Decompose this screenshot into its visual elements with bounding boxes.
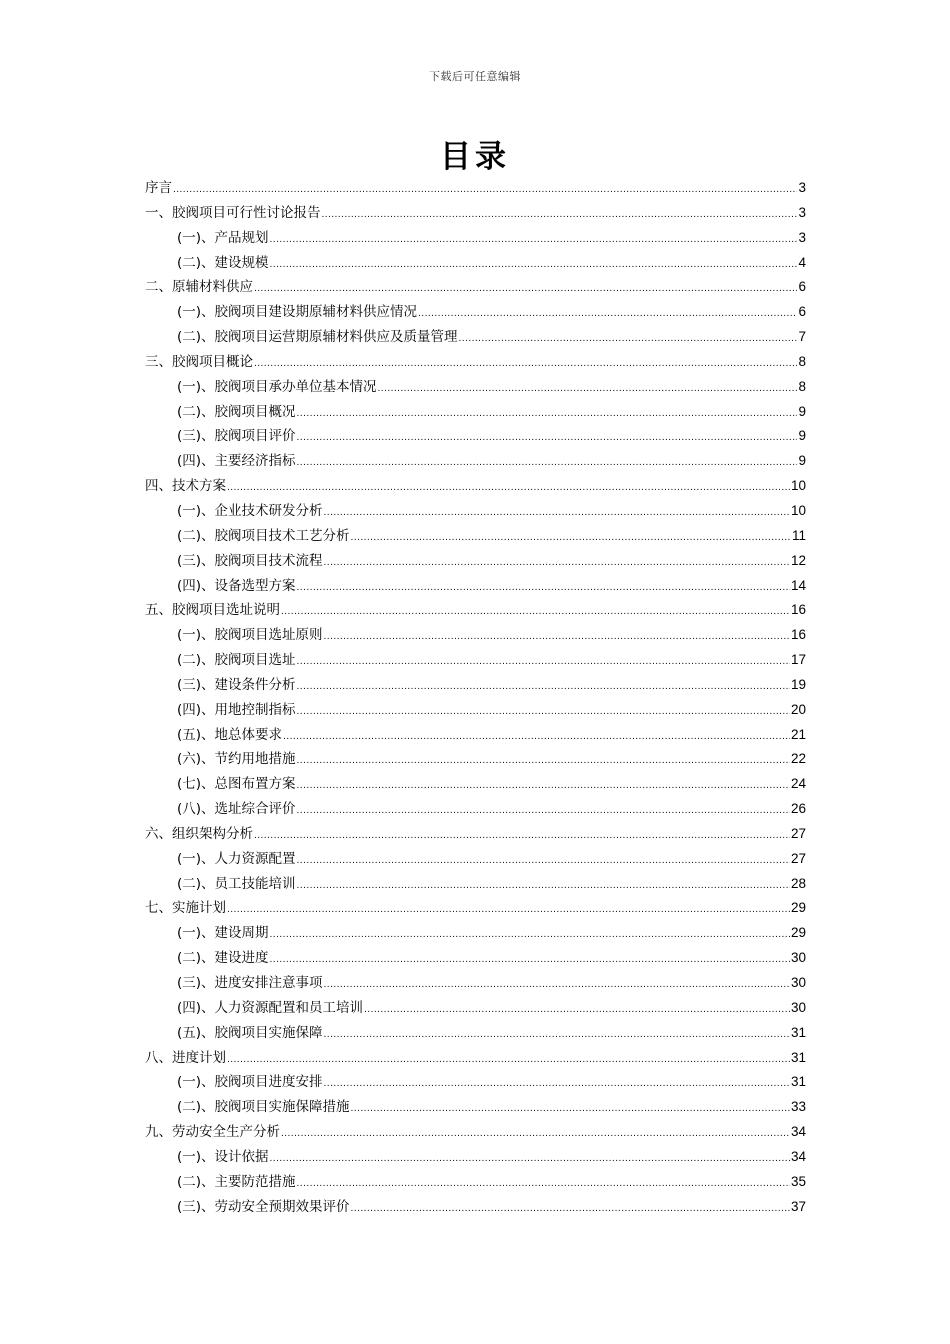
toc-dot-leader	[297, 576, 790, 601]
toc-entry-label: (一)、胶阀项目建设期原辅材料供应情况	[177, 304, 418, 321]
toc-entry-label: 八、进度计划	[145, 1049, 226, 1066]
toc-entry-page-number: 31	[790, 1049, 806, 1065]
toc-entry[interactable]	[145, 251, 806, 276]
toc-entry[interactable]	[145, 375, 806, 400]
toc-entry[interactable]	[145, 325, 806, 350]
toc-entry[interactable]	[145, 673, 806, 698]
toc-entry-label: (一)、胶阀项目选址原则	[177, 627, 323, 644]
toc-dot-leader	[297, 749, 790, 774]
toc-entry[interactable]	[145, 1170, 806, 1195]
toc-entry-page-number: 4	[798, 254, 806, 270]
toc-dot-leader	[281, 1122, 790, 1147]
toc-dot-leader	[459, 327, 798, 352]
toc-dot-leader	[227, 898, 790, 923]
toc-entry[interactable]	[145, 474, 806, 499]
toc-entry[interactable]	[145, 226, 806, 251]
toc-entry-page-number: 27	[790, 850, 806, 866]
toc-entry[interactable]	[145, 971, 806, 996]
toc-entry-label: (二)、胶阀项目概况	[177, 403, 296, 420]
toc-dot-leader	[324, 1023, 790, 1048]
toc-dot-leader	[418, 302, 797, 327]
toc-entry-label: (四)、人力资源配置和员工培训	[177, 999, 364, 1016]
toc-entry-page-number: 8	[798, 353, 806, 369]
toc-entry-page-number: 22	[790, 751, 806, 767]
toc-entry-page-number: 17	[790, 652, 806, 668]
toc-entry[interactable]	[145, 698, 806, 723]
toc-entry-label: (四)、主要经济指标	[177, 453, 296, 470]
toc-entry-page-number: 6	[798, 304, 806, 320]
toc-entry-page-number: 31	[790, 1074, 806, 1090]
toc-dot-leader	[297, 849, 790, 874]
toc-entry-label: 九、劳动安全生产分析	[145, 1124, 280, 1141]
toc-entry[interactable]	[145, 449, 806, 474]
toc-entry-label: (一)、人力资源配置	[177, 850, 296, 867]
toc-entry[interactable]	[145, 797, 806, 822]
toc-entry-label: (三)、胶阀项目评价	[177, 428, 296, 445]
toc-entry-label: 四、技术方案	[145, 478, 226, 495]
toc-entry-label: (二)、胶阀项目选址	[177, 652, 296, 669]
toc-dot-leader	[378, 377, 798, 402]
toc-entry[interactable]	[145, 996, 806, 1021]
toc-entry-page-number: 29	[790, 925, 806, 941]
toc-entry[interactable]	[145, 921, 806, 946]
toc-dot-leader	[297, 402, 798, 427]
toc-dot-leader	[270, 253, 798, 278]
toc-entry[interactable]	[145, 424, 806, 449]
toc-entry[interactable]	[145, 1195, 806, 1220]
toc-entry-label: (二)、建设进度	[177, 950, 269, 967]
toc-dot-leader	[351, 1097, 790, 1122]
toc-dot-leader	[297, 874, 790, 899]
toc-dot-leader	[254, 824, 790, 849]
toc-entry-label: (六)、节约用地措施	[177, 751, 296, 768]
toc-dot-leader	[297, 700, 790, 725]
toc-dot-leader	[351, 1197, 790, 1222]
toc-entry-page-number: 16	[790, 602, 806, 618]
toc-entry-page-number: 21	[790, 726, 806, 742]
toc-entry-page-number: 12	[790, 552, 806, 568]
toc-dot-leader	[281, 600, 790, 625]
toc-entry-page-number: 34	[790, 1148, 806, 1164]
toc-entry-label: (二)、建设规模	[177, 254, 269, 271]
toc-entry-page-number: 3	[798, 180, 806, 195]
toc-entry-label: (一)、产品规划	[177, 229, 269, 246]
toc-entry-label: (四)、用地控制指标	[177, 701, 296, 718]
toc-entry-page-number: 28	[790, 875, 806, 891]
toc-entry-label: 七、实施计划	[145, 900, 226, 917]
toc-entry[interactable]	[145, 1095, 806, 1120]
header-note: 下载后可任意编辑	[429, 70, 521, 83]
toc-dot-leader	[351, 526, 791, 551]
toc-entry-label: (一)、建设周期	[177, 925, 269, 942]
toc-entry[interactable]	[145, 499, 806, 524]
toc-entry[interactable]	[145, 946, 806, 971]
toc-dot-leader	[254, 277, 797, 302]
toc-entry-label: (七)、总图布置方案	[177, 776, 296, 793]
toc-entry-page-number: 30	[790, 950, 806, 966]
toc-entry-page-number: 20	[790, 701, 806, 717]
toc-entry[interactable]	[145, 1070, 806, 1095]
toc-entry-label: (二)、员工技能培训	[177, 875, 296, 892]
toc-entry-label: (八)、选址综合评价	[177, 801, 296, 818]
toc-entry[interactable]	[145, 723, 806, 748]
toc-entry[interactable]	[145, 350, 806, 375]
toc-dot-leader	[227, 1048, 790, 1073]
toc-entry[interactable]	[145, 896, 806, 921]
toc-entry-page-number: 33	[790, 1099, 806, 1115]
toc-entry[interactable]	[145, 1046, 806, 1071]
toc-entry-page-number: 9	[798, 453, 806, 469]
toc-entry-page-number: 19	[790, 676, 806, 692]
toc-entry[interactable]	[145, 847, 806, 872]
toc-entry[interactable]	[145, 176, 806, 201]
toc-entry-label: (一)、设计依据	[177, 1148, 269, 1165]
toc-entry-page-number: 34	[790, 1124, 806, 1140]
toc-entry-label: (二)、主要防范措施	[177, 1173, 296, 1190]
toc-entry-page-number: 3	[798, 229, 806, 245]
toc-entry-label: 二、原辅材料供应	[145, 279, 253, 296]
toc-entry-label: 六、组织架构分析	[145, 825, 253, 842]
toc-entry-page-number: 35	[790, 1173, 806, 1189]
toc-dot-leader	[324, 973, 790, 998]
toc-entry-page-number: 16	[790, 627, 806, 643]
toc-entry-page-number: 3	[798, 204, 806, 220]
toc-dot-leader	[297, 1172, 790, 1197]
toc-dot-leader	[324, 501, 790, 526]
toc-dot-leader	[297, 426, 798, 451]
toc-dot-leader	[270, 948, 790, 973]
toc-entry-page-number: 9	[798, 428, 806, 444]
toc-entry-page-number: 30	[790, 999, 806, 1015]
toc-entry-page-number: 31	[790, 1024, 806, 1040]
toc-dot-leader	[227, 476, 790, 501]
toc-dot-leader	[324, 551, 790, 576]
toc-dot-leader	[270, 1147, 790, 1172]
toc-entry-label: (五)、胶阀项目实施保障	[177, 1024, 323, 1041]
toc-entry-page-number: 10	[790, 478, 806, 494]
toc-entry-label: (一)、企业技术研发分析	[177, 502, 323, 519]
toc-entry[interactable]	[145, 1021, 806, 1046]
toc-dot-leader	[297, 799, 790, 824]
toc-dot-leader	[297, 451, 798, 476]
toc-entry[interactable]	[145, 400, 806, 425]
toc-entry[interactable]	[145, 872, 806, 897]
toc-entry-label: (二)、胶阀项目实施保障措施	[177, 1099, 350, 1116]
table-of-contents	[145, 176, 806, 1219]
toc-dot-leader	[324, 625, 790, 650]
toc-entry[interactable]	[145, 747, 806, 772]
toc-entry[interactable]	[145, 648, 806, 673]
toc-entry[interactable]	[145, 201, 806, 226]
toc-entry-label: (三)、劳动安全预期效果评价	[177, 1198, 350, 1215]
toc-dot-leader	[297, 774, 790, 799]
toc-entry-page-number: 8	[798, 378, 806, 394]
page-title: 目录	[440, 139, 510, 175]
toc-dot-leader	[254, 352, 797, 377]
toc-entry-label: (二)、胶阀项目运营期原辅材料供应及质量管理	[177, 329, 458, 346]
toc-entry-label: (三)、建设条件分析	[177, 676, 296, 693]
toc-dot-leader	[270, 923, 790, 948]
toc-entry-page-number: 30	[790, 975, 806, 990]
toc-dot-leader	[297, 650, 790, 675]
toc-entry-label: (五)、地总体要求	[177, 726, 283, 743]
toc-entry-label: (四)、设备选型方案	[177, 577, 296, 594]
toc-entry[interactable]	[145, 1145, 806, 1170]
toc-entry-page-number: 14	[790, 577, 806, 593]
toc-dot-leader	[297, 675, 790, 700]
toc-entry-page-number: 9	[798, 403, 806, 419]
toc-dot-leader	[364, 998, 790, 1023]
toc-entry[interactable]	[145, 574, 806, 599]
toc-entry-label: (一)、胶阀项目进度安排	[177, 1074, 323, 1091]
toc-entry-label: 一、胶阀项目可行性讨论报告	[145, 204, 321, 221]
toc-dot-leader	[270, 228, 798, 253]
toc-entry-page-number: 29	[790, 900, 806, 916]
toc-entry-page-number: 24	[790, 776, 806, 792]
toc-dot-leader	[322, 203, 798, 228]
toc-entry[interactable]	[145, 598, 806, 623]
toc-entry[interactable]	[145, 822, 806, 847]
toc-entry-label: 三、胶阀项目概论	[145, 353, 253, 370]
toc-entry-label: (三)、进度安排注意事项	[177, 975, 323, 991]
toc-entry-label: 序言	[145, 180, 172, 196]
toc-entry-page-number: 37	[790, 1198, 806, 1214]
toc-entry-page-number: 7	[798, 329, 806, 345]
toc-dot-leader	[324, 1072, 790, 1097]
toc-entry[interactable]	[145, 1120, 806, 1145]
toc-entry-page-number: 27	[790, 825, 806, 841]
toc-entry[interactable]	[145, 300, 806, 325]
toc-entry-page-number: 6	[798, 279, 806, 295]
toc-entry[interactable]	[145, 524, 806, 549]
toc-entry[interactable]	[145, 623, 806, 648]
toc-entry[interactable]	[145, 772, 806, 797]
toc-entry-label: (一)、胶阀项目承办单位基本情况	[177, 378, 377, 395]
toc-entry-page-number: 10	[790, 502, 806, 518]
toc-entry-label: (二)、胶阀项目技术工艺分析	[177, 527, 350, 544]
toc-dot-leader	[173, 178, 797, 203]
toc-entry-label: (三)、胶阀项目技术流程	[177, 552, 323, 569]
toc-entry[interactable]	[145, 549, 806, 574]
toc-entry-label: 五、胶阀项目选址说明	[145, 602, 280, 619]
toc-dot-leader	[283, 725, 790, 750]
toc-entry-page-number: 11	[791, 527, 806, 543]
toc-entry[interactable]	[145, 275, 806, 300]
toc-entry-page-number: 26	[790, 801, 806, 817]
